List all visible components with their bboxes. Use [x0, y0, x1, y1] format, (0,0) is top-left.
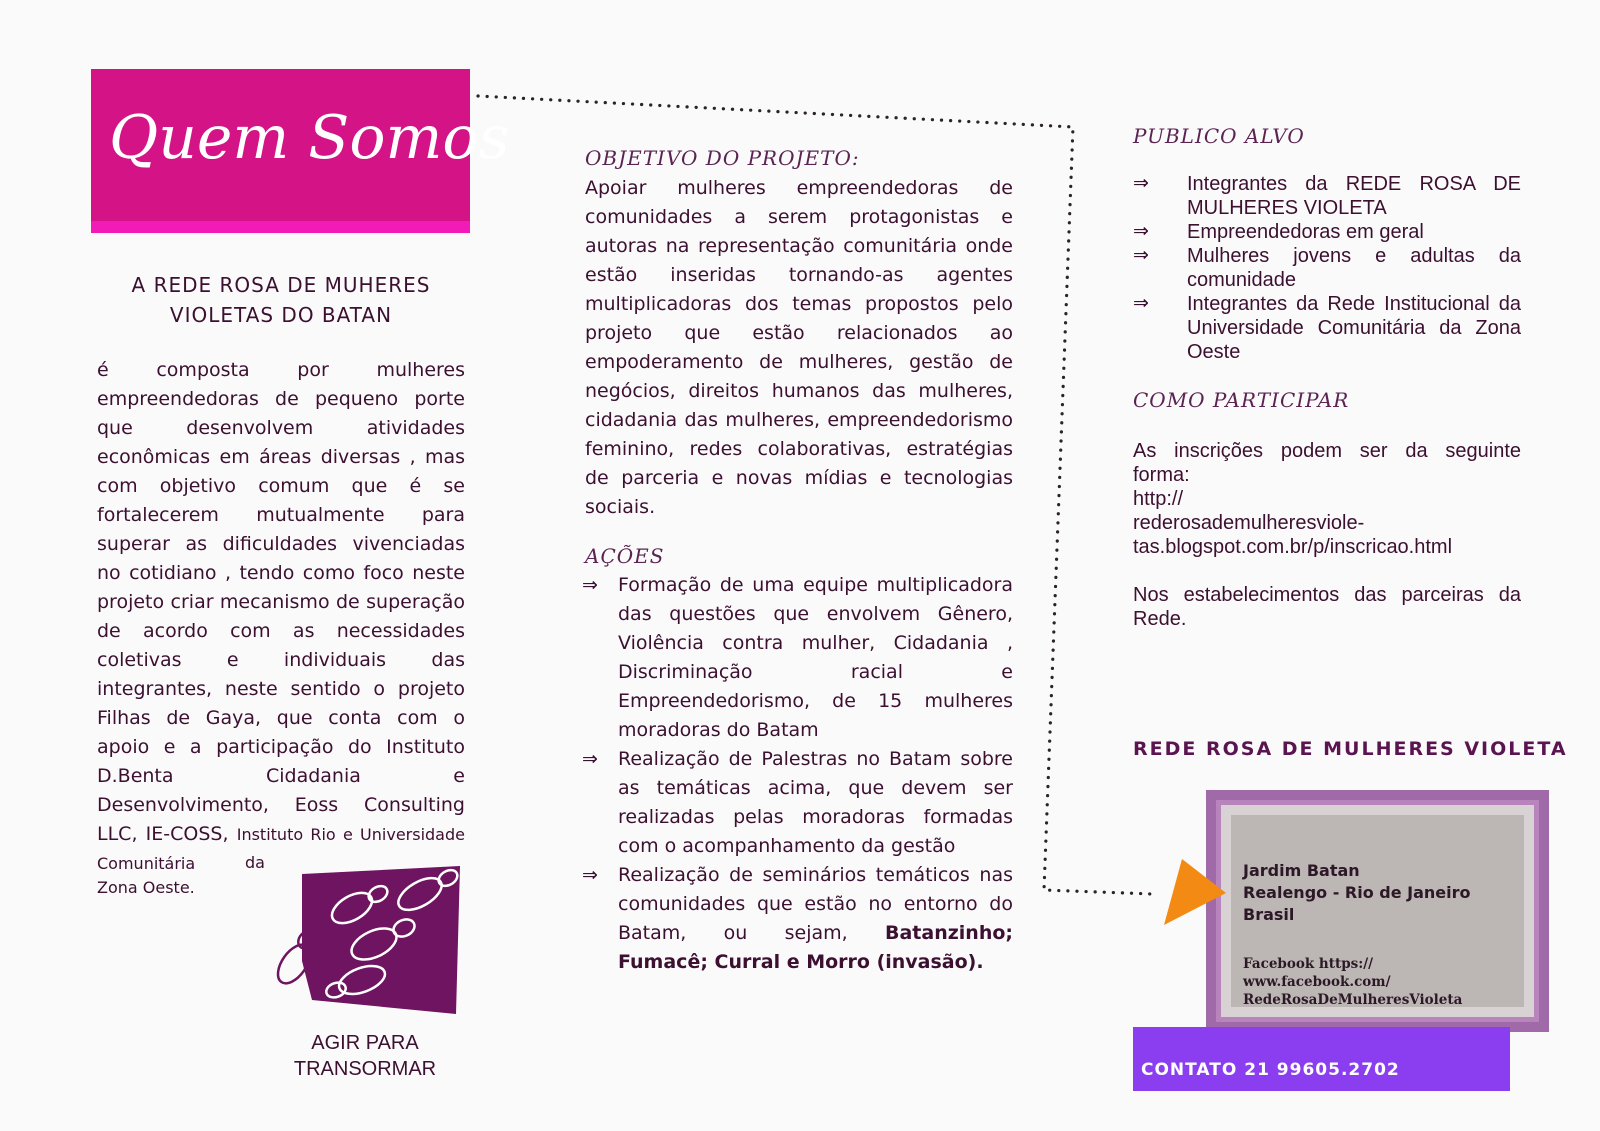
publico-item: Mulheres jovens e adultas da comunidade — [1187, 245, 1521, 291]
arrow-icon: ⇒ — [582, 574, 598, 596]
arrow-icon: ⇒ — [582, 748, 598, 770]
participar-block — [1133, 439, 1521, 631]
list-item — [1133, 292, 1521, 364]
logo-caption-line1: AGIR PARA — [311, 1032, 419, 1054]
participar-url-2[interactable]: rederosademulheresviole- — [1133, 512, 1365, 534]
publico-item: Integrantes da Rede Institucional da Universidade Comunitária da Zona Oeste — [1187, 293, 1521, 363]
list-item — [1133, 220, 1521, 244]
participar-url-1[interactable]: http:// — [1133, 488, 1184, 510]
about-body: é composta por mulheres empreendedoras de pequeno porte que desenvolvem atividades econômicas em áreas diversas , mas com objetivo comum que é se fortalecerem mutualmente para superar as dificuldades vivenciadas no cotidiano , tendo como foco neste projeto criar mecanismo de superação de acordo com as necessidades coletivas e individuais das integrantes, neste sentido o projeto Filhas de Gaya, que conta com o apoio e a participação do Instituto D.Benta Cidadania e Desenvolvimento, Eoss Consulting LLC, IE-COSS, — [97, 359, 465, 845]
arrow-icon: ⇒ — [1133, 221, 1149, 242]
list-item — [1133, 244, 1521, 292]
action-text: Realização de Palestras no Batam sobre as temáticas acima, que devem ser realizadas pelas moradoras formadas com o acompanhamento da gestão — [618, 748, 1013, 857]
about-tail-da: da — [245, 853, 265, 872]
arrow-icon: ⇒ — [1133, 173, 1149, 194]
facebook-link[interactable]: Facebook https:// www.facebook.com/ RedeRosaDeMulheresVioleta — [1243, 956, 1463, 1008]
list-item — [582, 861, 1013, 977]
contact-phone[interactable]: CONTATO 21 99605.2702 — [1141, 1060, 1400, 1080]
list-item — [582, 571, 1013, 745]
about-tail-end: Zona Oeste. — [97, 878, 195, 897]
action-text: Realização de seminários temáticos nas comunidades que estão no entorno do Batam, ou sejam, — [618, 864, 1013, 944]
network-heading — [92, 270, 470, 330]
list-item — [582, 745, 1013, 861]
action-text: Formação de uma equipe multiplicadora das questões que envolvem Gênero, Violência contra mulher, Cidadania , Discriminação racial e Empreendedorismo, de 15 mulheres moradoras do Batam — [618, 574, 1013, 741]
participar-url-3[interactable]: tas.blogspot.com.br/p/inscricao.html — [1133, 536, 1453, 558]
arrow-icon: ⇒ — [582, 864, 598, 886]
address-line2: Realengo - Rio de Janeiro — [1243, 883, 1471, 902]
network-name: REDE ROSA DE MULHERES VIOLETA — [1133, 738, 1568, 760]
publico-heading: PUBLICO ALVO — [1133, 124, 1305, 148]
address — [1243, 860, 1471, 926]
arrow-icon: ⇒ — [1133, 293, 1149, 314]
address-line1: Jardim Batan — [1243, 861, 1360, 880]
action-communities: Batanzinho; Fumacê; Curral e Morro (invasão). — [618, 922, 1013, 973]
logo-caption — [270, 1030, 460, 1082]
contact-bar — [1133, 1027, 1510, 1091]
about-text — [97, 356, 465, 878]
network-heading-line2: VIOLETAS DO BATAN — [169, 303, 393, 327]
participar-text: As inscrições podem ser da seguinte forma: — [1133, 440, 1521, 486]
publico-item: Integrantes da REDE ROSA DE MULHERES VIOLETA — [1187, 173, 1521, 219]
publico-list — [1133, 172, 1521, 364]
footprints-icon — [270, 866, 470, 1014]
title-banner — [91, 69, 510, 233]
page-title: Quem Somos — [109, 103, 510, 173]
network-heading-line1: A REDE ROSA DE MUHERES — [131, 273, 431, 297]
list-item — [1133, 172, 1521, 220]
about-tail: Instituto Rio e Universidade Comunitária — [97, 825, 465, 873]
participar-partners: Nos estabelecimentos das parceiras da Rede. — [1133, 584, 1521, 630]
participar-heading: COMO PARTICIPAR — [1133, 388, 1350, 412]
publico-item: Empreendedoras em geral — [1187, 221, 1424, 243]
actions-list — [582, 571, 1013, 977]
address-line3: Brasil — [1243, 905, 1295, 924]
logo-caption-line2: TRANSORMAR — [293, 1058, 437, 1080]
pointer-triangle-icon — [1162, 857, 1228, 927]
objective-heading: OBJETIVO DO PROJETO: — [585, 146, 860, 170]
arrow-icon: ⇒ — [1133, 245, 1149, 266]
contact-card — [1206, 790, 1549, 1032]
objective-text: Apoiar mulheres empreendedoras de comunidades a serem protagonistas e autoras na representação comunitária onde estão inseridas tornando-as agentes multiplicadoras dos temas propostos pelo projeto que estão relacionados ao empoderamento de mulheres, gestão de negócios, direitos humanos das mulheres, cidadania das mulheres, empreendedorismo feminino, redes colaborativas, estratégias de parceria e novas mídias e tecnologias sociais. — [585, 177, 1013, 518]
actions-heading: AÇÕES — [585, 544, 665, 568]
